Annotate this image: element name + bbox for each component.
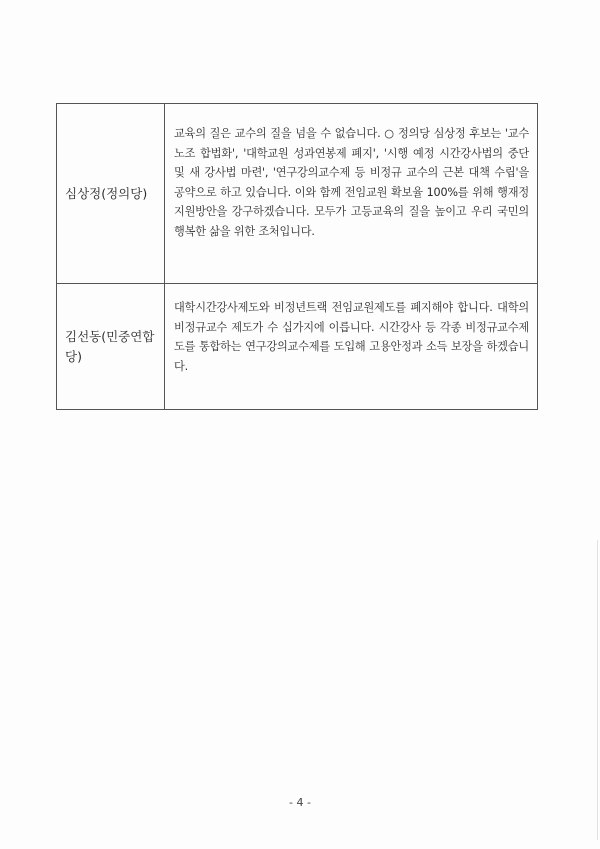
pledge-text: 대학시간강사제도와 비정년트랙 전임교원제도를 폐지해야 합니다. 대학의 비정규교수 제도가 수 십가지에 이릅니다. 시간강사 등 각종 비정규교수제도를 통합하는 연구강의교수제를 도입해 고용안정과 소득 보장을 하겠습니다. [174,301,529,373]
candidate-name: 김선동(민중연합당) [65,328,155,364]
table-row [57,104,537,284]
table-row [57,284,537,409]
candidate-name-cell [57,284,165,409]
page-number: - 4 - [289,796,311,809]
pledge-text: 교육의 질은 교수의 질을 넘을 수 없습니다. ○ 정의당 심상정 후보는 '교수노조 합법화', '대학교원 성과연봉제 폐지', '시행 예정 시간강사법의 중단 및 새 강사법 마련', '연구강의교수제 등 비정규 교수의 근본 대책 수립'을 공약으로 하고 있습니다. 이와 함께 전임교원 확보율 100%를 위해 행재정 지원방안을 강구하겠습니다. 모두가 고등교육의 질을 높이고 우리 국민의 행복한 삶을 위한 조처입니다. [174,127,529,238]
candidate-name-cell [57,104,165,283]
candidate-pledge-table [56,103,538,410]
candidate-name: 심상정(정의당) [65,185,148,201]
scan-edge-line [597,540,598,840]
pledge-text-cell [165,104,537,283]
pledge-text-cell [165,284,537,409]
